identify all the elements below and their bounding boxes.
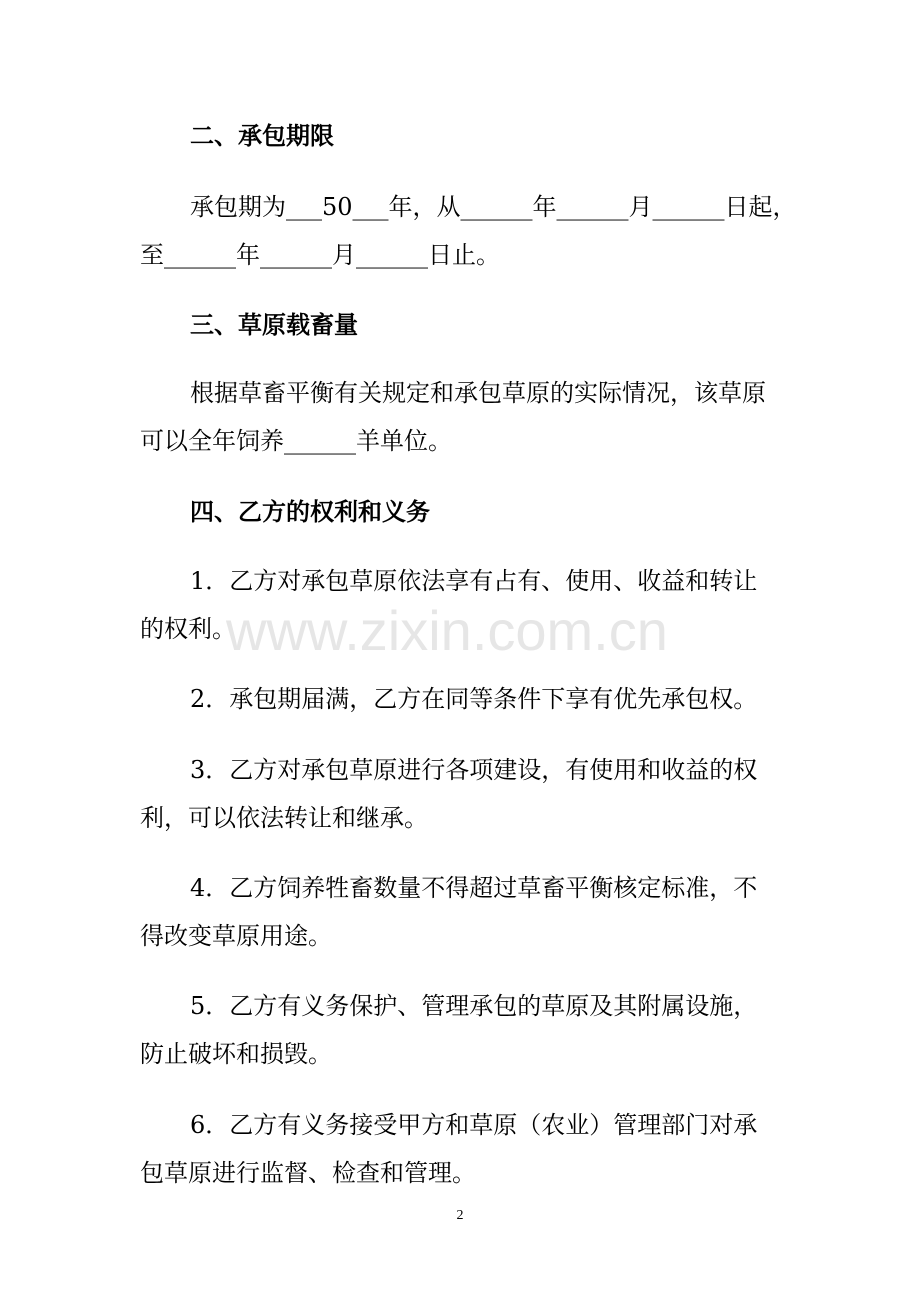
page-number: 2 — [456, 1208, 464, 1223]
list-item-line: 5．乙方有义务保护、管理承包的草原及其附属设施， — [190, 992, 758, 1020]
list-item-line: 包草原进行监督、检查和管理。 — [140, 1159, 476, 1187]
paragraph-line: 至______年______月______日止。 — [140, 241, 500, 269]
list-item-line: 利，可以依法转让和继承。 — [140, 804, 428, 832]
list-item-line: 3．乙方对承包草原进行各项建设，有使用和收益的权 — [190, 756, 758, 784]
section-heading-stocking: 三、草原载畜量 — [190, 310, 358, 339]
paragraph-line: 承包期为___50___年，从______年______月______日起， — [190, 193, 797, 221]
list-item-line: 4．乙方饲养牲畜数量不得超过草畜平衡核定标准，不 — [190, 874, 758, 902]
watermark: www.zixin.com.cn — [226, 599, 668, 662]
section-heading-term: 二、承包期限 — [190, 121, 334, 150]
list-item-line: 2．承包期届满，乙方在同等条件下享有优先承包权。 — [190, 685, 758, 713]
paragraph-line: 根据草畜平衡有关规定和承包草原的实际情况，该草原 — [190, 379, 766, 407]
list-item-line: 6．乙方有义务接受甲方和草原（农业）管理部门对承 — [190, 1111, 758, 1139]
section-heading-rights: 四、乙方的权利和义务 — [190, 497, 430, 526]
list-item-line: 得改变草原用途。 — [140, 922, 332, 950]
list-item-line: 的权利。 — [140, 615, 236, 643]
list-item-line: 1．乙方对承包草原依法享有占有、使用、收益和转让 — [190, 567, 758, 595]
paragraph-line: 可以全年饲养______羊单位。 — [140, 427, 452, 455]
list-item-line: 防止破坏和损毁。 — [140, 1040, 332, 1068]
